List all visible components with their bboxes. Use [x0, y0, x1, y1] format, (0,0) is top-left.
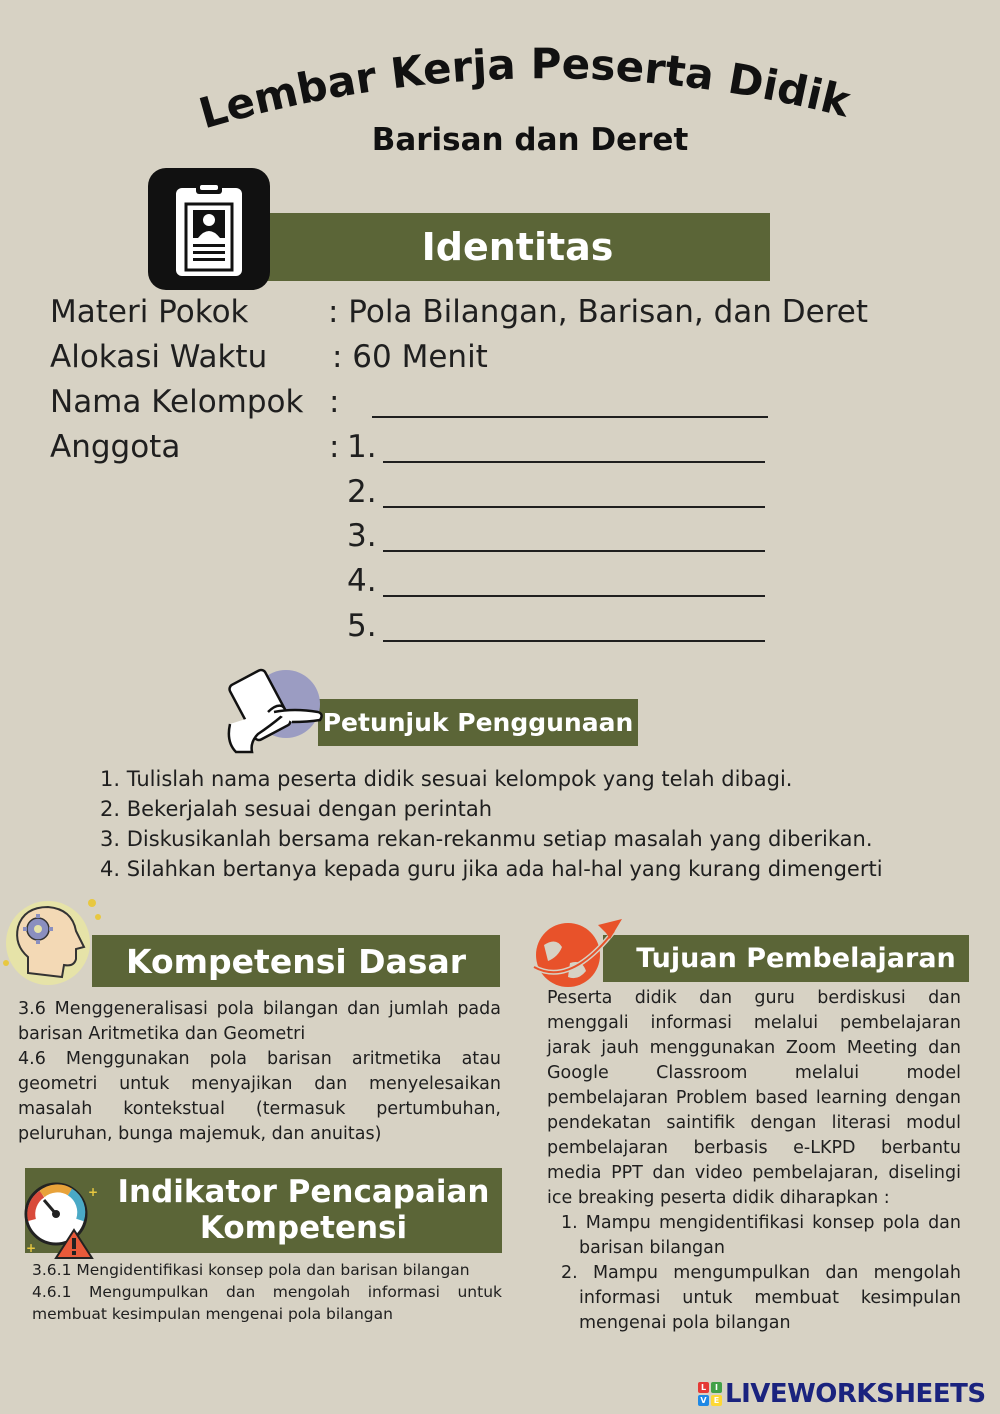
indikator-item: 4.6.1 Mengumpulkan dan mengolah informasi untuk membuat kesimpulan mengenai pola bilangan	[32, 1283, 502, 1323]
anggota-number-5: 5.	[347, 608, 377, 644]
petunjuk-item: 2. Bekerjalah sesuai dengan perintah	[100, 797, 493, 821]
tujuan-item: 2. Mampu mengumpulkan dan mengolah informasi untuk membuat kesimpulan mengenai pola bilangan	[561, 1263, 961, 1333]
anggota-label: Anggota	[50, 429, 181, 465]
gauge-warning-icon	[22, 1180, 102, 1260]
indikator-text	[32, 1259, 502, 1325]
alokasi-row	[50, 339, 328, 375]
materi-label: Materi Pokok	[50, 294, 249, 330]
id-card-icon	[148, 168, 270, 290]
anggota-number-1: 1.	[347, 429, 377, 465]
kelompok-row	[50, 384, 328, 420]
materi-value: : Pola Bilangan, Barisan, dan Deret	[328, 294, 869, 330]
indikator-heading-line1: Indikator Pencapaian	[117, 1174, 490, 1210]
kompetensi-dasar-text	[18, 997, 501, 1147]
tujuan-item: 1. Mampu mengidentifikasi konsep pola dan barisan bilangan	[561, 1213, 961, 1258]
anggota-colon: :	[329, 429, 340, 465]
logo-letter: E	[711, 1395, 722, 1406]
worksheet-subtitle: Barisan dan Deret	[371, 122, 689, 158]
petunjuk-item: 3. Diskusikanlah bersama rekan-rekanmu setiap masalah yang diberikan.	[100, 827, 873, 851]
kd-item: 4.6 Menggunakan pola barisan aritmetika atau geometri untuk menyajikan dan menyelesaikan masalah kontekstual (termasuk pertumbuhan, peluruhan, bunga majemuk, dan anuitas)	[18, 1049, 501, 1144]
anggota-line-2[interactable]	[383, 506, 765, 508]
tujuan-paragraph: Peserta didik dan guru berdiskusi dan menggali informasi melalui pembelajaran jarak jauh menggunakan Zoom Meeting dan Google Classroom melalui model pembelajaran Problem based learning dengan pendekatan saintifik dengan literasi modul pembelajaran berbasis e-LKPD berbantu media PPT dan video pembelajaran, diselingi ice breaking peserta didik diharapkan :	[547, 988, 961, 1208]
indikator-heading-line2: Kompetensi	[199, 1210, 408, 1246]
anggota-line-1[interactable]	[383, 461, 765, 463]
logo-letter: L	[698, 1382, 709, 1393]
kelompok-colon: :	[329, 384, 340, 420]
kd-item: 3.6 Menggeneralisasi pola bilangan dan jumlah pada barisan Aritmetika dan Geometri	[18, 999, 501, 1044]
alokasi-value: : 60 Menit	[332, 339, 488, 375]
anggota-line-5[interactable]	[383, 640, 765, 642]
anggota-row	[50, 429, 328, 465]
kompetensi-dasar-heading: Kompetensi Dasar	[92, 935, 500, 987]
head-gear-icon	[0, 895, 105, 990]
tujuan-heading: Tujuan Pembelajaran	[603, 935, 969, 982]
petunjuk-list	[100, 764, 920, 884]
petunjuk-item: 4. Silahkan bertanya kepada guru jika ada hal-hal yang kurang dimengerti	[100, 857, 883, 881]
petunjuk-heading: Petunjuk Penggunaan	[318, 699, 638, 746]
petunjuk-item: 1. Tulislah nama peserta didik sesuai kelompok yang telah dibagi.	[100, 767, 793, 791]
liveworksheets-logo-text: LIVEWORKSHEETS	[725, 1379, 986, 1409]
anggota-line-3[interactable]	[383, 550, 765, 552]
materi-row	[50, 294, 328, 330]
logo-letter: I	[711, 1382, 722, 1393]
liveworksheets-logo-icon	[698, 1382, 722, 1406]
hand-phone-icon	[222, 668, 332, 756]
identitas-heading: Identitas	[255, 213, 770, 281]
anggota-number-3: 3.	[347, 518, 377, 554]
kelompok-label: Nama Kelompok	[50, 384, 304, 420]
indikator-item: 3.6.1 Mengidentifikasi konsep pola dan barisan bilangan	[32, 1261, 470, 1279]
alokasi-label: Alokasi Waktu	[50, 339, 268, 375]
logo-letter: V	[698, 1395, 709, 1406]
liveworksheets-logo[interactable]	[698, 1378, 994, 1410]
svg-text:+: +	[26, 1241, 37, 1255]
tujuan-text	[547, 986, 961, 1336]
anggota-number-4: 4.	[347, 563, 377, 599]
anggota-number-2: 2.	[347, 474, 377, 510]
kelompok-name-line[interactable]	[372, 416, 768, 418]
anggota-line-4[interactable]	[383, 595, 765, 597]
tujuan-list	[547, 1211, 961, 1336]
globe-plane-icon	[530, 917, 625, 989]
worksheet-title-text: Lembar Kerja Peserta Didik	[193, 39, 855, 139]
svg-text:+: +	[88, 1185, 99, 1199]
